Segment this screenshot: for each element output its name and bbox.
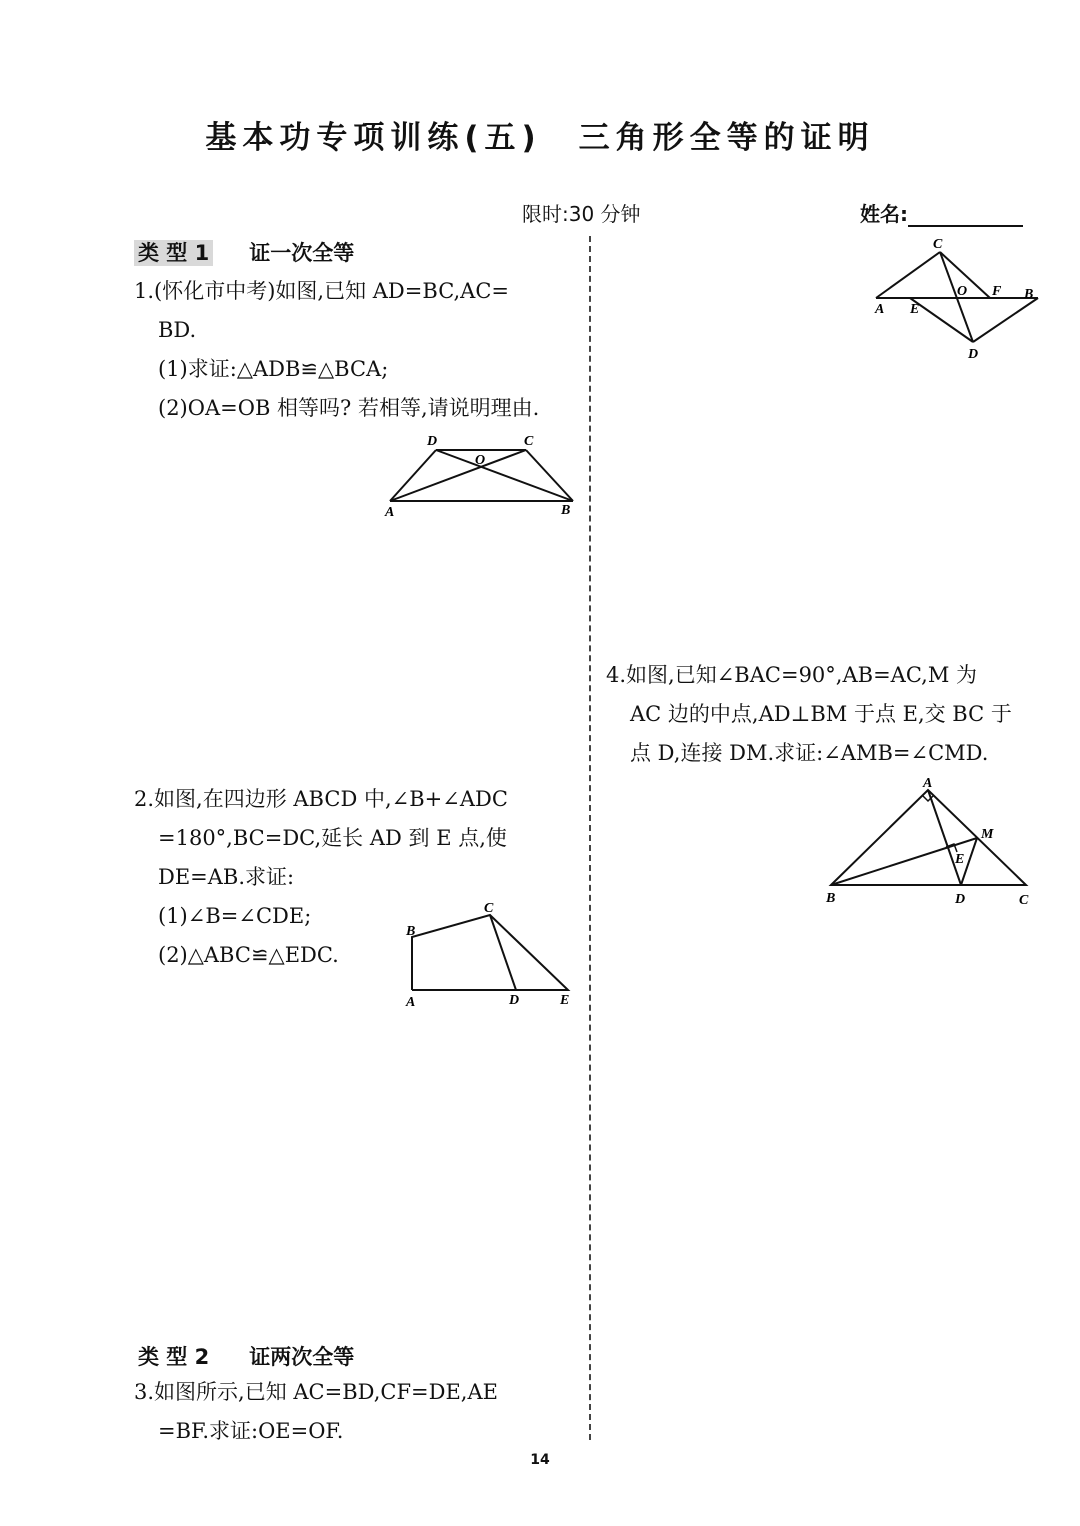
section-type-1 bbox=[134, 237, 354, 267]
segment-ad bbox=[928, 790, 961, 885]
triangle-abc bbox=[831, 790, 1026, 885]
label-f: F bbox=[992, 284, 1002, 299]
label-e: E bbox=[560, 993, 570, 1008]
label-d: D bbox=[968, 347, 979, 362]
section-label: 证一次全等 bbox=[249, 241, 355, 265]
question-text-line: 2.如图,在四边形 ABCD 中,∠B+∠ADC bbox=[134, 787, 508, 811]
segment-bd bbox=[973, 298, 1038, 342]
label-b: B bbox=[1024, 287, 1034, 302]
segment-bc bbox=[526, 450, 573, 501]
question-text-line: =BF.求证:OE=OF. bbox=[158, 1419, 344, 1443]
section-label: 证两次全等 bbox=[249, 1345, 355, 1369]
label-b: B bbox=[406, 924, 416, 939]
question-text-line: 3.如图所示,已知 AC=BD,CF=DE,AE bbox=[134, 1380, 498, 1404]
section-type-2 bbox=[134, 1341, 354, 1371]
figure-q2 bbox=[398, 895, 583, 1010]
label-c: C bbox=[1019, 893, 1029, 908]
label-m: M bbox=[981, 827, 994, 842]
segment-de bbox=[910, 298, 973, 342]
question-text-line: AC 边的中点,AD⊥BM 于点 E,交 BC 于 bbox=[630, 702, 1012, 726]
question-text-line: 4.如图,已知∠BAC=90°,AB=AC,M 为 bbox=[606, 663, 977, 687]
question-part: (2)OA=OB 相等吗? 若相等,请说明理由. bbox=[158, 396, 540, 420]
time-limit: 限时:30 分钟 bbox=[522, 202, 641, 226]
question-part: (2)△ABC≌△EDC. bbox=[158, 943, 339, 967]
question-4 bbox=[606, 656, 1012, 773]
label-e: E bbox=[955, 852, 965, 867]
label-d: D bbox=[509, 993, 520, 1008]
label-d: D bbox=[427, 434, 438, 449]
label-a: A bbox=[875, 302, 885, 317]
label-o: O bbox=[475, 453, 486, 468]
label-e: E bbox=[910, 302, 920, 317]
question-part: (1)求证:△ADB≌△BCA; bbox=[158, 357, 389, 381]
question-text-line: =180°,BC=DC,延长 AD 到 E 点,使 bbox=[158, 826, 507, 850]
segment-ac bbox=[876, 252, 940, 298]
name-field bbox=[860, 198, 1023, 227]
figure-q3 bbox=[868, 232, 1053, 362]
label-c: C bbox=[484, 901, 494, 916]
page-number: 14 bbox=[530, 1452, 550, 1468]
label-o: O bbox=[957, 284, 968, 299]
label-c: C bbox=[524, 434, 534, 449]
label-a: A bbox=[923, 776, 933, 791]
question-text-line: DE=AB.求证: bbox=[158, 865, 295, 889]
column-divider bbox=[589, 236, 591, 1440]
quadrilateral-abce bbox=[412, 915, 568, 990]
page-title: 基本功专项训练(五) 三角形全等的证明 bbox=[205, 120, 875, 156]
question-part: (1)∠B=∠CDE; bbox=[158, 904, 312, 928]
label-d: D bbox=[955, 892, 966, 907]
name-label: 姓名: bbox=[860, 202, 908, 226]
figure-q1 bbox=[378, 428, 588, 523]
label-a: A bbox=[406, 995, 416, 1010]
label-b: B bbox=[826, 891, 836, 906]
label-a: A bbox=[385, 505, 395, 520]
name-blank bbox=[908, 205, 1023, 227]
question-text-line: 1.(怀化市中考)如图,已知 AD=BC,AC= bbox=[134, 279, 510, 303]
question-text-line: BD. bbox=[158, 318, 197, 342]
question-3 bbox=[134, 1373, 498, 1451]
figure-q4 bbox=[818, 772, 1043, 912]
label-c: C bbox=[933, 237, 943, 252]
question-text-line: 点 D,连接 DM.求证:∠AMB=∠CMD. bbox=[630, 741, 989, 765]
question-1 bbox=[134, 272, 539, 428]
section-tag: 类 型 1 bbox=[134, 240, 213, 266]
section-tag: 类 型 2 bbox=[138, 1345, 210, 1369]
label-b: B bbox=[561, 503, 571, 518]
